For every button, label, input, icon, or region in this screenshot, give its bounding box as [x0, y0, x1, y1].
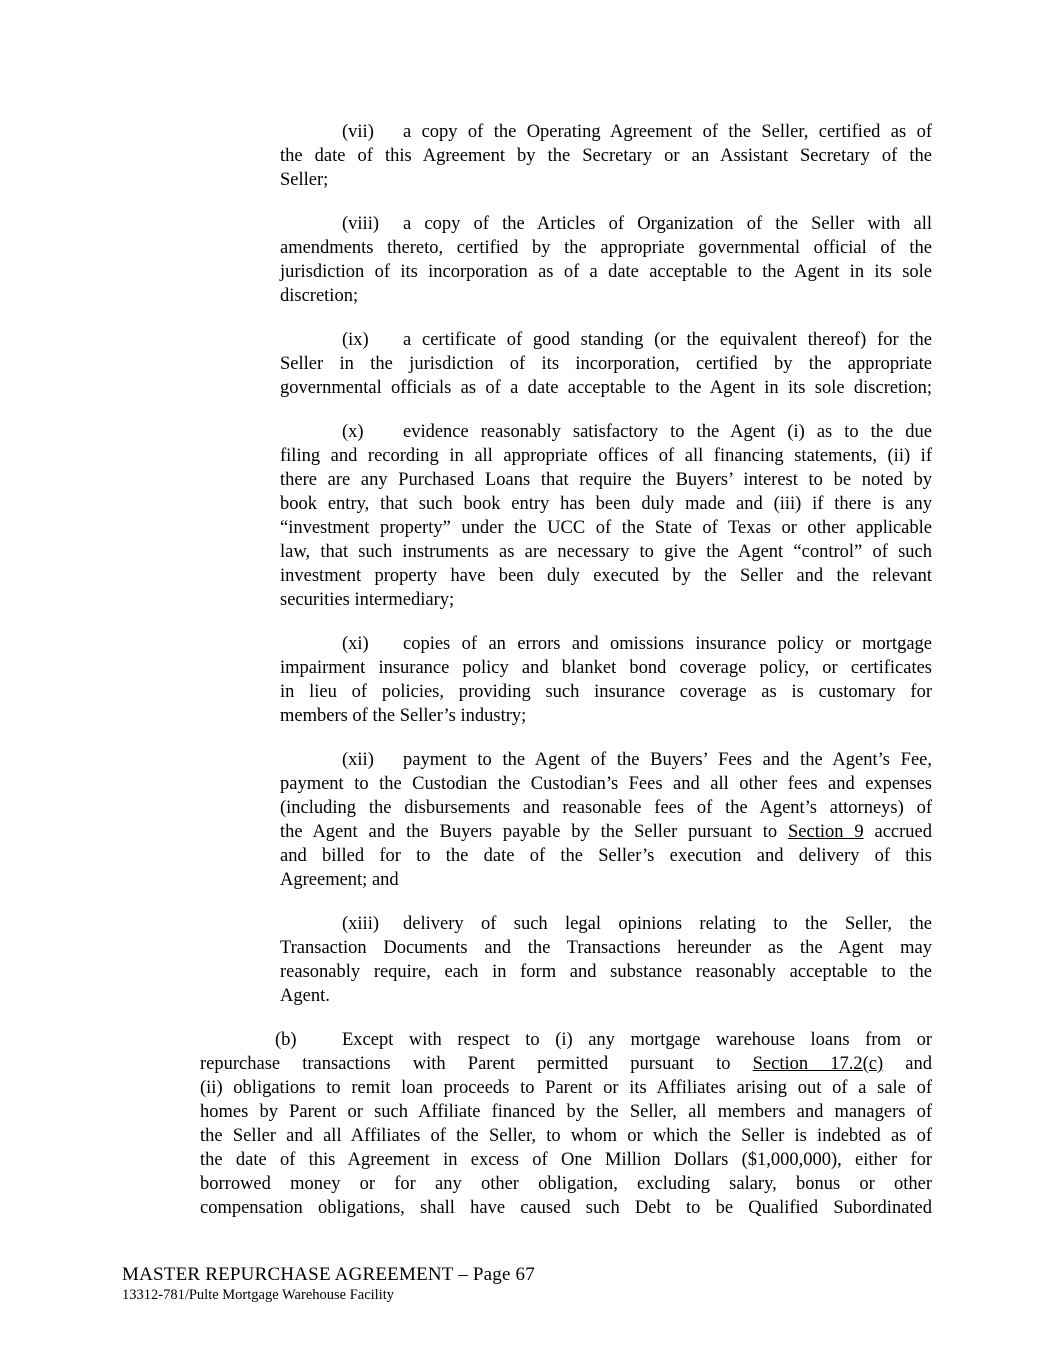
paragraph-line: (viii) a copy of the Articles of Organization of the Seller with all — [342, 214, 932, 234]
paragraph-line: (ix) a certificate of good standing (or the equivalent thereof) for the — [342, 330, 932, 350]
paragraph-xiii — [280, 912, 932, 1008]
paragraph-xi — [280, 632, 932, 728]
paragraph-line: homes by Parent or such Affiliate financed by the Seller, all members and managers of — [200, 1102, 932, 1122]
paragraph-xii — [280, 748, 932, 892]
paragraph-line: (x) evidence reasonably satisfactory to the Agent (i) as to the due — [342, 422, 932, 442]
paragraph-line: governmental officials as of a date acceptable to the Agent in its sole discretion; — [280, 378, 932, 398]
paragraph-label: (xi) — [342, 634, 369, 654]
paragraph-line: the Seller and all Affiliates of the Seller, to whom or which the Seller is indebted as of — [200, 1126, 932, 1146]
paragraph-label: (x) — [342, 422, 364, 442]
paragraph-viii — [280, 212, 932, 308]
paragraph-line: (xi) copies of an errors and omissions insurance policy or mortgage — [342, 634, 932, 654]
section-reference-link: Section 9 — [787, 822, 864, 842]
paragraph-ix — [280, 328, 932, 400]
paragraph-label: (b) — [275, 1030, 297, 1050]
paragraph-line: investment property have been duly executed by the Seller and the relevant — [280, 566, 932, 586]
paragraph-line: in lieu of policies, providing such insurance coverage as is customary for — [280, 682, 932, 702]
footer-document-title: MASTER REPURCHASE AGREEMENT – Page 67 — [122, 1264, 535, 1285]
paragraph-line: Agent. — [280, 986, 330, 1006]
paragraph-line: Agreement; and — [280, 870, 399, 890]
paragraph-line: the date of this Agreement in excess of One Million Dollars ($1,000,000), either for — [200, 1150, 932, 1170]
paragraph-line: book entry, that such book entry has been duly made and (iii) if there is any — [280, 494, 932, 514]
paragraph-line: Seller in the jurisdiction of its incorporation, certified by the appropriate — [280, 354, 932, 374]
paragraph-line: compensation obligations, shall have caused such Debt to be Qualified Subordinated — [200, 1198, 932, 1218]
paragraph-b — [200, 1028, 932, 1220]
paragraph-label: (vii) — [342, 122, 374, 142]
paragraph-line: the Agent and the Buyers payable by the Seller pursuant to Section 9 accrued — [280, 822, 932, 842]
paragraph-line: Seller; — [280, 170, 329, 190]
paragraph-line: (b) Except with respect to (i) any mortgage warehouse loans from or — [275, 1030, 932, 1050]
paragraph-label: (xii) — [342, 750, 374, 770]
paragraph-line: and billed for to the date of the Seller’s execution and delivery of this — [280, 846, 932, 866]
paragraph-line: borrowed money or for any other obligation, excluding salary, bonus or other — [200, 1174, 932, 1194]
paragraph-label: (ix) — [342, 330, 369, 350]
paragraph-line: law, that such instruments as are necessary to give the Agent “control” of such — [280, 542, 932, 562]
paragraph-x — [280, 420, 932, 612]
footer-file-reference: 13312-781/Pulte Mortgage Warehouse Facility — [122, 1287, 395, 1303]
paragraph-line: (including the disbursements and reasonable fees of the Agent’s attorneys) of — [280, 798, 932, 818]
paragraph-line: impairment insurance policy and blanket bond coverage policy, or certificates — [280, 658, 932, 678]
paragraph-line: filing and recording in all appropriate offices of all financing statements, (ii) if — [280, 446, 932, 466]
paragraph-line: jurisdiction of its incorporation as of a date acceptable to the Agent in its sole — [280, 262, 932, 282]
paragraph-label: (viii) — [342, 214, 379, 234]
paragraph-line: members of the Seller’s industry; — [280, 706, 527, 726]
document-body — [200, 120, 932, 1240]
paragraph-line: “investment property” under the UCC of the State of Texas or other applicable — [280, 518, 932, 538]
paragraph-vii — [280, 120, 932, 192]
section-reference-link: Section 17.2(c) — [752, 1054, 884, 1074]
paragraph-line: (xii) payment to the Agent of the Buyers’ Fees and the Agent’s Fee, — [342, 750, 932, 770]
paragraph-line: (vii) a copy of the Operating Agreement of the Seller, certified as of — [342, 122, 932, 142]
paragraph-line: amendments thereto, certified by the appropriate governmental official of the — [280, 238, 932, 258]
paragraph-label: (xiii) — [342, 914, 379, 934]
paragraph-line: repurchase transactions with Parent permitted pursuant to Section 17.2(c) and — [200, 1054, 933, 1074]
paragraph-line: the date of this Agreement by the Secretary or an Assistant Secretary of the — [280, 146, 932, 166]
paragraph-line: (ii) obligations to remit loan proceeds to Parent or its Affiliates arising out of a sale of — [200, 1078, 932, 1098]
paragraph-line: securities intermediary; — [280, 590, 455, 610]
paragraph-line: there are any Purchased Loans that require the Buyers’ interest to be noted by — [280, 470, 932, 490]
page-footer — [122, 1264, 535, 1305]
paragraph-line: reasonably require, each in form and substance reasonably acceptable to the — [280, 962, 932, 982]
paragraph-line: payment to the Custodian the Custodian’s Fees and all other fees and expenses — [280, 774, 932, 794]
paragraph-line: Transaction Documents and the Transactions hereunder as the Agent may — [280, 938, 932, 958]
paragraph-line: discretion; — [280, 286, 359, 306]
paragraph-line: (xiii) delivery of such legal opinions relating to the Seller, the — [342, 914, 932, 934]
